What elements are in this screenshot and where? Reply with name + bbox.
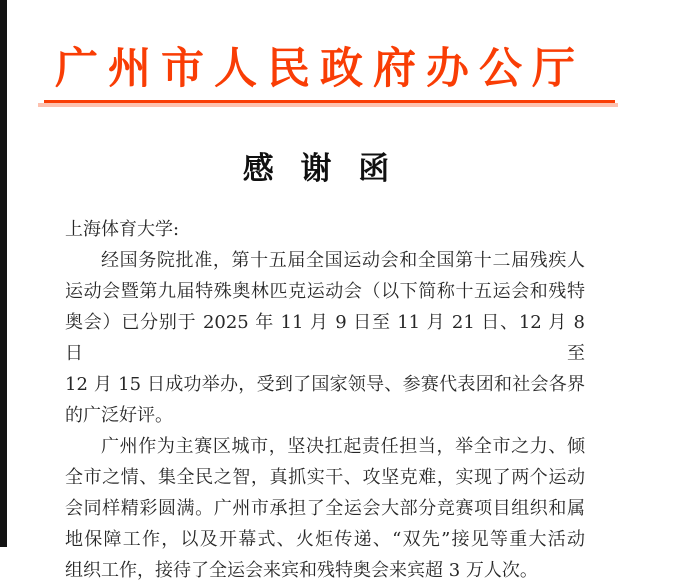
body-line: 12 月 15 日成功举办，受到了国家领导、参赛代表团和社会各界 bbox=[65, 374, 585, 395]
body-line: 奥会）已分别于 2025 年 11 月 9 日至 11 月 21 日、12 月 8 日至 bbox=[65, 312, 585, 364]
body-line: 全市之情、集全民之智，真抓实干、攻坚克难，实现了两个运动 bbox=[65, 467, 585, 488]
body-line: 经国务院批准，第十五届全国运动会和全国第十二届残疾人 bbox=[101, 250, 585, 271]
salutation: 上海体育大学: bbox=[65, 219, 180, 240]
body-line: 运动会暨第九届特殊奥林匹克运动会（以下简称十五运会和残特 bbox=[65, 281, 585, 302]
letterhead-org-name: 广州市人民政府办公厅 bbox=[55, 44, 585, 94]
letterhead-divider-shadow bbox=[38, 103, 618, 107]
body-line: 的广泛好评。 bbox=[65, 405, 173, 426]
document-title: 感 谢 函 bbox=[242, 151, 398, 187]
body-line: 地保障工作，以及开幕式、火炬传递、“双先”接见等重大活动 bbox=[65, 529, 585, 550]
letter-body bbox=[65, 214, 585, 586]
body-line: 广州作为主赛区城市，坚决扛起责任担当，举全市之力、倾 bbox=[101, 436, 585, 457]
paragraphs-container bbox=[65, 245, 585, 586]
body-line: 会同样精彩圆满。广州市承担了全运会大部分竞赛项目组织和属 bbox=[65, 498, 585, 519]
body-line: 组织工作，接待了全运会来宾和残特奥会来宾超 3 万人次。 bbox=[65, 560, 538, 581]
